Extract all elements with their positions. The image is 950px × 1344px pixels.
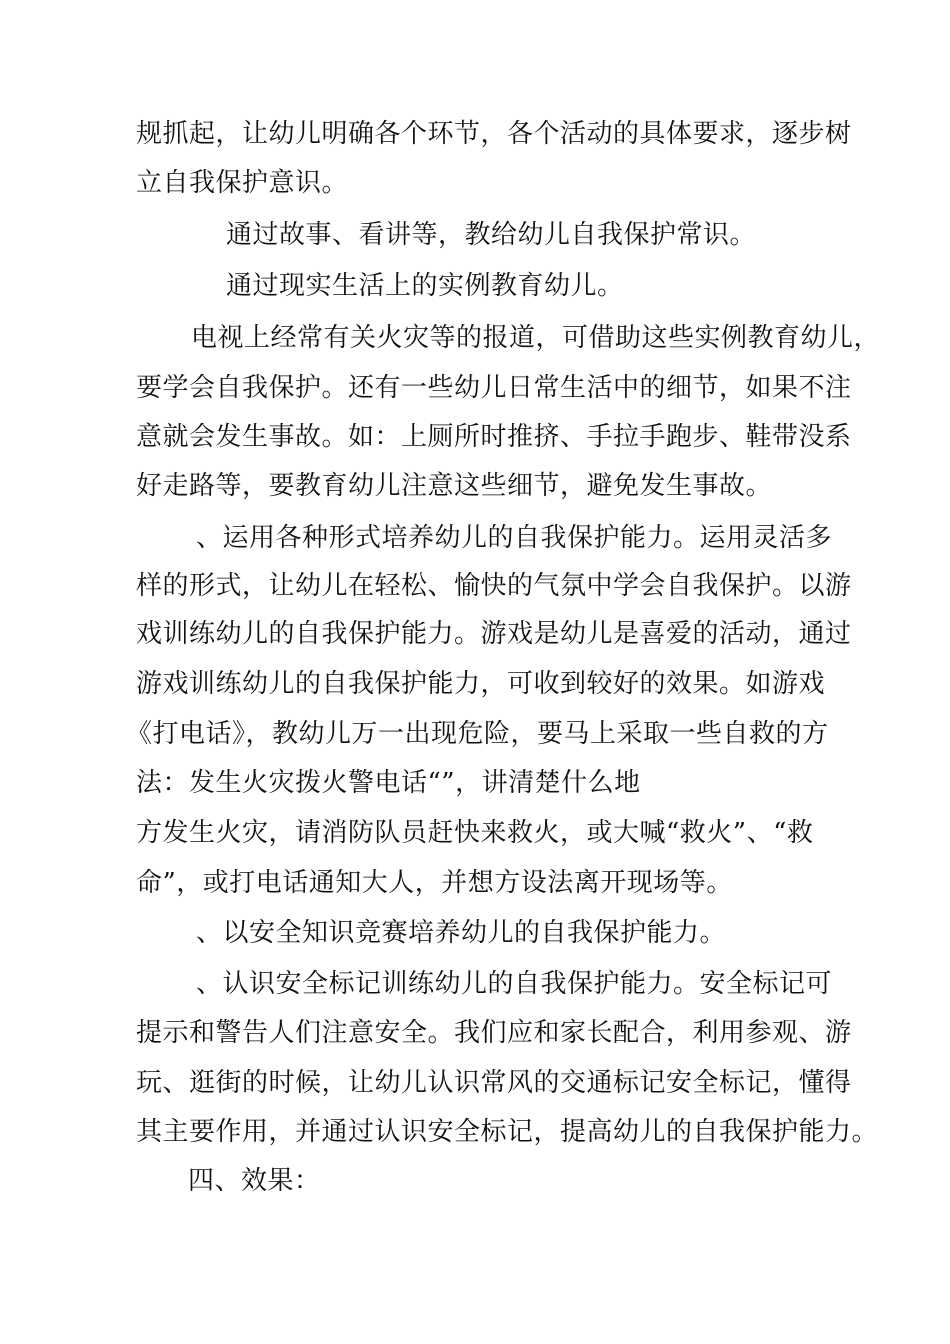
text-line: 戏训练幼儿的自我保护能力。游戏是幼儿是喜爱的活动，通过 [136, 619, 852, 649]
text-line: 玩、逛街的时候，让幼儿认识常风的交通标记安全标记，懂得 [136, 1068, 852, 1098]
text-line: 、认识安全标记训练幼儿的自我保护能力。安全标记可 [196, 969, 833, 999]
text-line: 意就会发生事故。如：上厕所时推挤、手拉手跑步、鞋带没系 [136, 422, 852, 452]
text-line: 、以安全知识竞赛培养幼儿的自我保护能力。 [196, 918, 727, 948]
text-line: 提示和警告人们注意安全。我们应和家长配合，利用参观、游 [136, 1018, 852, 1048]
text-line: 命”，或打电话通知大人，并想方设法离开现场等。 [136, 868, 733, 898]
text-line: 立自我保护意识。 [136, 168, 349, 198]
text-line: 通过现实生活上的实例教育幼儿。 [226, 271, 624, 301]
text-line: 游戏训练幼儿的自我保护能力，可收到较好的效果。如游戏 [136, 669, 826, 699]
text-line: 《打电话》，教幼儿万一出现危险，要马上采取一些自救的方 [126, 719, 829, 749]
text-line: 电视上经常有关火灾等的报道，可借助这些实例教育幼儿， [191, 323, 881, 353]
text-line: 法：发生火灾拨火警电话“”，讲清楚什么地 [136, 768, 641, 798]
section-heading: 四、效果： [188, 1166, 321, 1196]
text-line: 要学会自我保护。还有一些幼儿日常生活中的细节，如果不注 [136, 373, 852, 403]
text-line: 样的形式，让幼儿在轻松、愉快的气氛中学会自我保护。以游 [136, 571, 852, 601]
text-line: 通过故事、看讲等，教给幼儿自我保护常识。 [226, 220, 757, 250]
text-line: 规抓起，让幼儿明确各个环节，各个活动的具体要求，逐步树 [136, 119, 852, 149]
text-line: 、运用各种形式培养幼儿的自我保护能力。运用灵活多 [196, 523, 833, 553]
text-line: 好走路等，要教育幼儿注意这些细节，避免发生事故。 [136, 471, 773, 501]
text-line: 其主要作用，并通过认识安全标记，提高幼儿的自我保护能力。 [136, 1117, 879, 1147]
text-line: 方发生火灾，请消防队员赶快来救火，或大喊“救火”、“救 [136, 818, 814, 848]
